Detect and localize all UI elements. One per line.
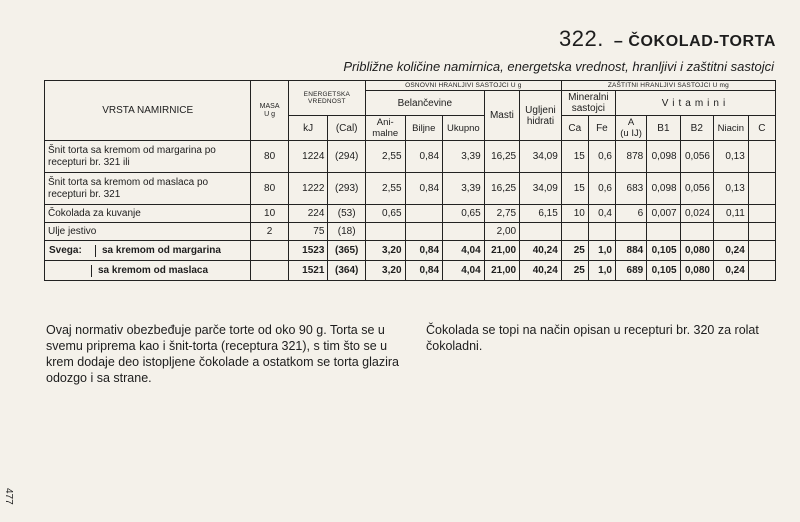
vitamin-c-cell xyxy=(748,241,775,261)
total-cell: 4,04 xyxy=(443,261,485,281)
fats-header: Masti xyxy=(484,91,519,141)
ca-header: Ca xyxy=(561,116,588,141)
mass-cell: 80 xyxy=(251,173,289,205)
mass-label: MASA xyxy=(259,102,280,110)
ingredient-header: VRSTA NAMIRNICE xyxy=(45,81,251,141)
ca-cell xyxy=(561,223,588,241)
animal-cell xyxy=(365,223,405,241)
kj-cell: 1224 xyxy=(288,141,328,173)
kj-header: kJ xyxy=(288,116,328,141)
mass-cell: 2 xyxy=(251,223,289,241)
carbs-cell xyxy=(520,223,562,241)
cal-cell: (294) xyxy=(328,141,366,173)
mass-cell: 80 xyxy=(251,141,289,173)
carbs-cell: 6,15 xyxy=(520,205,562,223)
ca-cell: 25 xyxy=(561,241,588,261)
total-label: Svega: xyxy=(45,245,96,257)
vitamin-b1-cell: 0,098 xyxy=(647,173,680,205)
vitamin-b2-cell: 0,056 xyxy=(680,173,713,205)
niacin-header: Niacin xyxy=(713,116,748,141)
carbs-header: Ugljeni hidrati xyxy=(520,91,562,141)
vitamin-c-cell xyxy=(748,173,775,205)
vitamin-a-cell: 6 xyxy=(615,205,646,223)
fe-header: Fe xyxy=(588,116,615,141)
vitamin-a-label: A xyxy=(627,117,635,128)
mass-header xyxy=(251,81,289,141)
fe-cell: 1,0 xyxy=(588,241,615,261)
ingredient-name: Šnit torta sa kremom od maslaca po recepturi br. 321 xyxy=(45,173,251,205)
ca-cell: 25 xyxy=(561,261,588,281)
vitamin-b1-cell: 0,098 xyxy=(647,141,680,173)
vitamin-c-cell xyxy=(748,261,775,281)
fat-cell: 21,00 xyxy=(484,241,519,261)
niacin-cell xyxy=(713,223,748,241)
vitamin-b1-cell: 0,007 xyxy=(647,205,680,223)
page-number: 477 xyxy=(3,488,14,505)
niacin-cell: 0,11 xyxy=(713,205,748,223)
animal-header: Ani- malne xyxy=(365,116,405,141)
niacin-cell: 0,13 xyxy=(713,141,748,173)
vitamin-a-cell xyxy=(615,223,646,241)
carbs-cell: 40,24 xyxy=(520,241,562,261)
fe-cell: 0,6 xyxy=(588,141,615,173)
vitamin-b2-cell: 0,080 xyxy=(680,241,713,261)
kj-cell: 1521 xyxy=(288,261,328,281)
cal-cell: (53) xyxy=(328,205,366,223)
animal-cell: 0,65 xyxy=(365,205,405,223)
total-cell: 3,39 xyxy=(443,141,485,173)
minerals-header: Mineralni sastojci xyxy=(561,91,615,116)
total-cell xyxy=(443,223,485,241)
total-header: Ukupno xyxy=(443,116,485,141)
table-row xyxy=(45,141,776,173)
nutrients-header: OSNOVNI HRANLJIVI SASTOJCI U g xyxy=(365,81,561,91)
carbs-cell: 34,09 xyxy=(520,173,562,205)
fat-cell: 21,00 xyxy=(484,261,519,281)
energy-header: ENERGETSKA VREDNOST xyxy=(288,81,365,116)
total-cell: 0,65 xyxy=(443,205,485,223)
cal-cell: (365) xyxy=(328,241,366,261)
total-name-cell xyxy=(45,241,251,261)
table-row xyxy=(45,223,776,241)
fe-cell xyxy=(588,223,615,241)
header-row-1 xyxy=(45,81,776,91)
vitamin-c-cell xyxy=(748,141,775,173)
vitamin-c-cell xyxy=(748,223,775,241)
fe-cell: 0,4 xyxy=(588,205,615,223)
fat-cell: 16,25 xyxy=(484,173,519,205)
cal-cell: (18) xyxy=(328,223,366,241)
table-row xyxy=(45,205,776,223)
total-name-cell xyxy=(45,261,251,281)
carbs-cell: 40,24 xyxy=(520,261,562,281)
kj-cell: 75 xyxy=(288,223,328,241)
nutrition-table xyxy=(44,80,776,281)
fat-cell: 2,00 xyxy=(484,223,519,241)
recipe-title: – ČOKOLAD-TORTA xyxy=(613,33,776,50)
vitamin-b1-header: B1 xyxy=(647,116,680,141)
total-name: sa kremom od maslaca xyxy=(98,264,209,276)
vitamin-b1-cell: 0,105 xyxy=(647,241,680,261)
cal-cell: (293) xyxy=(328,173,366,205)
mass-cell xyxy=(251,261,289,281)
ingredient-name: Ulje jestivo xyxy=(45,223,251,241)
total-cell: 4,04 xyxy=(443,241,485,261)
cal-cell: (364) xyxy=(328,261,366,281)
vitamin-c-header: C xyxy=(748,116,775,141)
table-row xyxy=(45,173,776,205)
proteins-header: Belančevine xyxy=(365,91,484,116)
total-row xyxy=(45,241,776,261)
vitamin-b1-cell: 0,105 xyxy=(647,261,680,281)
vitamin-a-cell: 878 xyxy=(615,141,646,173)
ingredient-name: Čokolada za kuvanje xyxy=(45,205,251,223)
vitamin-b2-cell: 0,080 xyxy=(680,261,713,281)
total-name: sa kremom od margarina xyxy=(102,244,221,256)
carbs-cell: 34,09 xyxy=(520,141,562,173)
vitamin-a-header xyxy=(615,116,646,141)
vitamin-a-cell: 689 xyxy=(615,261,646,281)
plant-cell: 0,84 xyxy=(405,241,443,261)
kj-cell: 224 xyxy=(288,205,328,223)
plant-header: Biljne xyxy=(405,116,443,141)
vitamin-b2-cell: 0,056 xyxy=(680,141,713,173)
total-row xyxy=(45,261,776,281)
animal-cell: 2,55 xyxy=(365,173,405,205)
recipe-number: 322. xyxy=(558,26,604,51)
fe-cell: 1,0 xyxy=(588,261,615,281)
animal-cell: 3,20 xyxy=(365,241,405,261)
preparation-note: Ovaj normativ obezbeđuje parče torte od oko 90 g. Torta se u svemu priprema kao i šnit-torta (receptura 321), s tim što se u krem dodaje deo istopljene čokolade a ostatkom se torta glazira odozgo i sa strane. xyxy=(46,323,399,385)
fat-cell: 2,75 xyxy=(484,205,519,223)
ca-cell: 15 xyxy=(561,141,588,173)
plant-cell: 0,84 xyxy=(405,141,443,173)
niacin-cell: 0,24 xyxy=(713,241,748,261)
vitamin-b1-cell xyxy=(647,223,680,241)
cal-header: (Cal) xyxy=(328,116,366,141)
vitamin-b2-cell xyxy=(680,223,713,241)
mass-cell: 10 xyxy=(251,205,289,223)
plant-cell xyxy=(405,205,443,223)
table-subtitle: Približne količine namirnica, energetska vrednost, hranljivi i zaštitni sastojci xyxy=(343,59,774,74)
vitamin-a-cell: 884 xyxy=(615,241,646,261)
total-cell: 3,39 xyxy=(443,173,485,205)
animal-cell: 3,20 xyxy=(365,261,405,281)
vitamin-b2-cell: 0,024 xyxy=(680,205,713,223)
mass-cell xyxy=(251,241,289,261)
animal-cell: 2,55 xyxy=(365,141,405,173)
plant-cell: 0,84 xyxy=(405,261,443,281)
page-header xyxy=(559,26,776,52)
vitamins-header: Vitamini xyxy=(615,91,775,116)
chocolate-note: Čokolada se topi na način opisan u recepturi br. 320 za rolat čokoladni. xyxy=(426,323,759,353)
vitamin-a-unit: (u IJ) xyxy=(620,128,642,139)
ingredient-name: Šnit torta sa kremom od margarina po recepturi br. 321 ili xyxy=(45,141,251,173)
total-label-spacer xyxy=(45,265,92,277)
fat-cell: 16,25 xyxy=(484,141,519,173)
kj-cell: 1523 xyxy=(288,241,328,261)
vitamin-b2-header: B2 xyxy=(680,116,713,141)
vitamin-c-cell xyxy=(748,205,775,223)
protective-header: ZAŠTITNI HRANLJIVI SASTOJCI U mg xyxy=(561,81,775,91)
kj-cell: 1222 xyxy=(288,173,328,205)
plant-cell: 0,84 xyxy=(405,173,443,205)
fe-cell: 0,6 xyxy=(588,173,615,205)
plant-cell xyxy=(405,223,443,241)
ca-cell: 15 xyxy=(561,173,588,205)
niacin-cell: 0,13 xyxy=(713,173,748,205)
mass-unit: U g xyxy=(264,110,276,118)
vitamin-a-cell: 683 xyxy=(615,173,646,205)
niacin-cell: 0,24 xyxy=(713,261,748,281)
ca-cell: 10 xyxy=(561,205,588,223)
